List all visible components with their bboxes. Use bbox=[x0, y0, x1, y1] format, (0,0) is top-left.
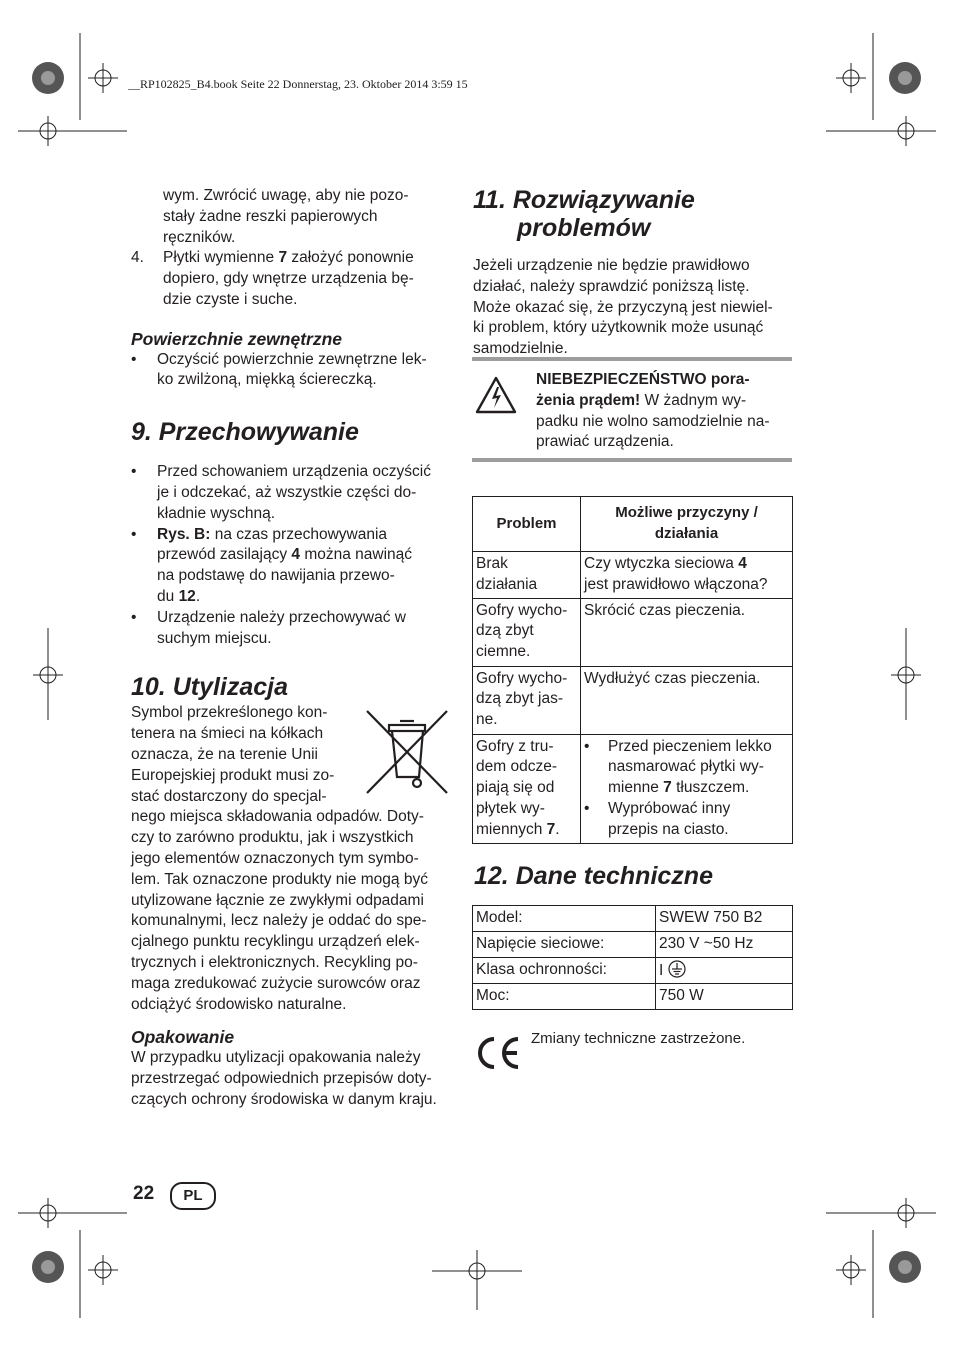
step-4 bbox=[131, 248, 456, 310]
text-line: lem. Tak oznaczone produkty nie mogą być bbox=[131, 870, 428, 888]
bullet-icon: • bbox=[131, 525, 137, 543]
language-badge: PL bbox=[170, 1182, 216, 1210]
table-row bbox=[473, 931, 793, 957]
step-number: 4. bbox=[131, 249, 144, 267]
bullet-icon: • bbox=[584, 737, 590, 755]
text: założyć ponownie bbox=[287, 249, 414, 267]
table-header: Problem bbox=[473, 497, 581, 552]
table-cell: Wydłużyć czas pieczenia. bbox=[581, 666, 793, 734]
section-title-11: 11. Rozwiązywanie bbox=[473, 186, 695, 214]
text: Płytki wymienne bbox=[163, 249, 279, 267]
text-line: trycznych i elektronicznych. Recykling po- bbox=[131, 953, 418, 971]
text: du bbox=[157, 587, 179, 605]
text-line: oznacza, że na terenie Unii bbox=[131, 745, 318, 763]
spec-table bbox=[472, 905, 793, 1010]
text-line: ki problem, który użytkownik może usunąć bbox=[473, 319, 764, 337]
spec-key: Moc: bbox=[473, 984, 656, 1010]
table-row bbox=[473, 957, 793, 984]
text-line: jego elementów oznaczonych tym symbo- bbox=[131, 849, 419, 867]
text-line: padku nie wolno samodzielnie na- bbox=[536, 412, 770, 430]
spec-key: Model: bbox=[473, 906, 656, 932]
text-line: Oczyścić powierzchnie zewnętrzne lek- bbox=[157, 350, 427, 368]
text: Możliwe przyczyny / bbox=[615, 504, 758, 522]
bullet-icon: • bbox=[131, 350, 137, 368]
text-line: maga zredukować zużycie surowców oraz bbox=[131, 974, 421, 992]
section-title-11-cont: problemów bbox=[517, 214, 651, 242]
section-title-9: 9. Przechowywanie bbox=[131, 418, 359, 447]
text-line: przestrzegać odpowiednich przepisów doty- bbox=[131, 1069, 432, 1087]
text-line: komunalnymi, lecz należy je oddać do spe- bbox=[131, 912, 427, 930]
table-row bbox=[473, 984, 793, 1010]
text-line: czących ochrony środowiska w danym kraju. bbox=[131, 1090, 437, 1108]
bullet-icon: • bbox=[584, 799, 590, 817]
text-line: Może okazać się, że przyczyną jest niewiel- bbox=[473, 298, 773, 316]
right-column bbox=[473, 186, 793, 360]
page-number: 22 bbox=[133, 1183, 155, 1204]
bullet-item bbox=[131, 350, 456, 392]
table-cell: Gofry z tru- dem odcze- piają się od płytek wy- miennych 7. bbox=[473, 734, 581, 843]
table-cell: Gofry wycho- dzą zbyt jas- ne. bbox=[473, 666, 581, 734]
print-header: __RP102825_B4.book Seite 22 Donnerstag, 23. Oktober 2014 3:59 15 bbox=[128, 77, 468, 91]
ref-number: 4 bbox=[291, 546, 301, 564]
text-line: tenera na śmieci na kółkach bbox=[131, 725, 324, 743]
spec-value: I bbox=[656, 957, 793, 984]
bullet-item bbox=[131, 608, 456, 650]
text-line: nego miejsca składowania odpadów. Doty- bbox=[131, 808, 424, 826]
electric-hazard-icon bbox=[475, 376, 517, 414]
ce-note: Zmiany techniczne zastrzeżone. bbox=[531, 1030, 746, 1047]
text-line: ko zwilżoną, miękką ściereczką. bbox=[157, 371, 377, 389]
text-line: Jeżeli urządzenie nie będzie prawidłowo bbox=[473, 257, 750, 274]
ref-number: 7 bbox=[278, 249, 288, 267]
text-line: Urządzenie należy przechowywać w bbox=[157, 608, 406, 626]
text-line: Przed schowaniem urządzenia oczyścić bbox=[157, 463, 431, 481]
text-line: na podstawę do nawijania przewo- bbox=[157, 567, 395, 585]
text-line: suchym miejscu. bbox=[157, 629, 272, 647]
left-column bbox=[131, 186, 456, 1110]
warning-box bbox=[473, 370, 793, 453]
spec-value: 230 V ~50 Hz bbox=[656, 931, 793, 957]
table-row bbox=[473, 666, 793, 734]
text-line: je i odczekać, aż wszystkie części do- bbox=[157, 483, 417, 501]
table-cell: Brak działania bbox=[473, 552, 581, 599]
text-line: dopiero, gdy wnętrze urządzenia bę- bbox=[163, 270, 414, 288]
section-title-12: 12. Dane techniczne bbox=[474, 862, 713, 890]
text-line: wym. Zwrócić uwagę, aby nie pozo- bbox=[163, 187, 409, 204]
text: można nawinąć bbox=[300, 546, 413, 564]
spec-value: SWEW 750 B2 bbox=[656, 906, 793, 932]
table-row bbox=[473, 734, 793, 843]
spec-value: 750 W bbox=[656, 984, 793, 1010]
text-line: ręczników. bbox=[163, 228, 236, 246]
text-line: samodzielnie. bbox=[473, 340, 568, 358]
text-line: stać dostarczony do specjal- bbox=[131, 787, 327, 805]
table-cell: Czy wtyczka sieciowa 4 jest prawidłowo włączona? bbox=[581, 552, 793, 599]
subheading-exterior: Powierzchnie zewnętrzne bbox=[131, 328, 343, 349]
divider bbox=[472, 458, 792, 462]
bold-label: Rys. B: bbox=[157, 525, 211, 543]
text: W żadnym wy- bbox=[640, 391, 747, 409]
text-line: kładnie wyschną. bbox=[157, 504, 276, 522]
text-line: prawiać urządzenia. bbox=[536, 433, 674, 451]
table-row bbox=[473, 906, 793, 932]
ce-mark-icon bbox=[474, 1035, 522, 1071]
spec-key: Klasa ochronności: bbox=[473, 957, 656, 984]
table-row bbox=[473, 598, 793, 666]
crossed-bin-icon bbox=[359, 707, 455, 799]
table-cell: • Przed pieczeniem lekko nasmarować płytki wy- mienne 7 tłuszczem. • Wypróbować inny przepis na ciasto. bbox=[581, 734, 793, 843]
text-line: dzie czyste i suche. bbox=[163, 290, 298, 308]
section-title-10: 10. Utylizacja bbox=[131, 673, 289, 702]
bullet-icon: • bbox=[131, 608, 137, 626]
text-line: działać, należy sprawdzić poniższą listę. bbox=[473, 277, 750, 295]
bullet-item bbox=[131, 462, 456, 524]
text: działania bbox=[654, 525, 719, 542]
warning-title: NIEBEZPIECZEŃSTWO pora- bbox=[536, 371, 750, 388]
text-line: Europejskiej produkt musi zo- bbox=[131, 766, 335, 784]
text-line: cjalnego punktu recyklingu urządzeń elek- bbox=[131, 933, 420, 951]
table-row bbox=[473, 552, 793, 599]
text: przewód zasilający bbox=[157, 546, 292, 564]
troubleshooting-table bbox=[472, 496, 793, 844]
text-line: stały żadne reszki papierowych bbox=[163, 207, 378, 225]
text: na czas przechowywania bbox=[210, 525, 388, 543]
text: . bbox=[195, 587, 201, 605]
table-header bbox=[581, 497, 793, 552]
text-line: W przypadku utylizacji opakowania należy bbox=[131, 1049, 421, 1067]
warning-title: żenia prądem! bbox=[536, 391, 641, 409]
bullet-item bbox=[131, 525, 456, 608]
text-line: odciążyć środowisko naturalne. bbox=[131, 995, 347, 1013]
spec-key: Napięcie sieciowe: bbox=[473, 931, 656, 957]
text-line: utylizowane łącznie ze zwykłymi odpadami bbox=[131, 891, 424, 909]
table-cell: Gofry wycho- dzą zbyt ciemne. bbox=[473, 598, 581, 666]
ref-number: 12 bbox=[178, 587, 196, 605]
text-line: czy to zarówno produktu, jak i wszystkich bbox=[131, 829, 414, 847]
protective-earth-icon bbox=[668, 960, 686, 978]
table-cell: Skrócić czas pieczenia. bbox=[581, 598, 793, 666]
disposal-block bbox=[131, 703, 456, 1015]
divider bbox=[472, 357, 792, 361]
subheading-packaging: Opakowanie bbox=[131, 1027, 235, 1048]
text-line: Symbol przekreślonego kon- bbox=[131, 704, 328, 722]
bullet-icon: • bbox=[131, 463, 137, 481]
